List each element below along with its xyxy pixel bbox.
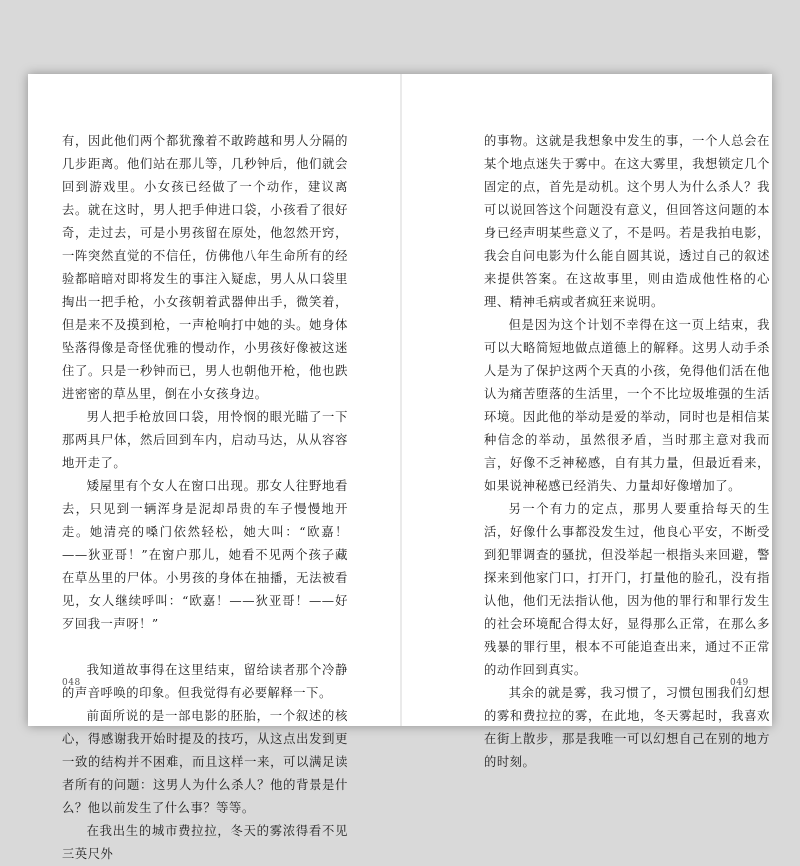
paragraph: 有，因此他们两个都犹豫着不敢跨越和男人分隔的几步距离。他们站在那儿等，几秒钟后，他们就会回到游戏里。小女孩已经做了一个动作，建议离去。就在这时，男人把手伸进口袋，小孩看了很好奇，走过去，可是小男孩留在原处，他忽然开窍，一阵突然直觉的不信任，仿佛他八年生命所有的经验都暗暗对即将发生的事注入疑虑，男人从口袋里掏出一把手枪，小女孩朝着武器伸出手，微笑着，但是来不及摸到枪，一声枪响打中她的头。她身体坠落得像是奇怪优雅的慢动作，小男孩好像被这迷住了。只是一秒钟而已，男人也朝他开枪，他也跌进密密的草丛里，倒在小女孩身边。	[62, 134, 348, 401]
open-book	[28, 74, 772, 861]
paragraph: 矮屋里有个女人在窗口出现。那女人往野地看去，只见到一辆浑身是泥却昂贵的车子慢慢地开走。她清亮的嗓门依然轻松，她大叫：“欧嘉！——狄亚哥！”在窗户那儿，她看不见两个孩子藏在草丛里的尸体。小男孩的身体在抽播，无法被看见，女人继续呼叫：“欧嘉！——狄亚哥！——好歹回我一声呀！”	[62, 479, 348, 631]
page-number: 048	[62, 678, 81, 688]
paragraph: 其余的就是雾，我习惯了，习惯包围我们幻想的雾和费拉拉的雾，在此地，冬天雾起时，我喜欢在街上散步，那是我唯一可以幻想自己在别的地方的时刻。	[484, 686, 770, 769]
paragraph: 在我出生的城市费拉拉，冬天的雾浓得看不见三英尺外	[62, 824, 348, 861]
section-break	[62, 636, 348, 659]
page-number: 049	[730, 678, 749, 688]
left-page	[28, 74, 400, 861]
paragraph: 男人把手枪放回口袋，用怜悯的眼光瞄了一下那两具尸体，然后回到车内，启动马达，从从容容地开走了。	[62, 410, 348, 470]
paragraph: 我知道故事得在这里结束，留给读者那个冷静的声音呼唤的印象。但我觉得有必要解释一下。	[62, 663, 348, 700]
paragraph: 前面所说的是一部电影的胚胎，一个叙述的核心，得感谢我开始时提及的技巧，从这点出发到更一致的结构并不困难，而且这样一来，可以满足读者所有的问题：这男人为什么杀人？他的背景是什么？他以前发生了什么事？等等。	[62, 709, 348, 815]
paragraph: 另一个有力的定点，那男人要重拾每天的生活，好像什么事都没发生过，他良心平安，不断受到犯罪调查的骚扰，但没举起一根指头来回避，警探来到他家门口，打开门，打量他的脸孔，没有指认他，他们无法指认他，因为他的罪行和罪行发生的社会环境配合得太好，显得那么正常，在那么多残暴的罪行里，根本不可能追查出来，通过不正常的动作回到真实。	[484, 502, 770, 677]
left-page-text	[62, 130, 348, 866]
paragraph: 的事物。这就是我想象中发生的事，一个人总会在某个地点迷失于雾中。在这大雾里，我想锁定几个固定的点，首先是动机。这个男人为什么杀人？我可以说回答这个问题没有意义，但回答这问题的本身已经声明某些意义了，不是吗。若是我拍电影，我会自问电影为什么能自圆其说，透过自己的叙述来提供答案。在这故事里，则由造成他性格的心理、精神毛病或者疯狂来说明。	[484, 134, 770, 309]
right-page-text	[484, 130, 770, 774]
right-page	[402, 74, 772, 769]
paragraph: 但是因为这个计划不幸得在这一页上结束，我可以大略简短地做点道德上的解释。这男人动手杀人是为了保护这两个天真的小孩，免得他们活在他认为痛苦堕落的生活里，一个不比垃圾堆强的生活环境。因此他的举动是爱的举动，同时也是相信某种信念的举动，虽然很矛盾，当时那主意对我而言，好像不乏神秘感，自有其力量，但最近看来，如果说神秘感已经消失、力量却好像增加了。	[484, 318, 770, 493]
